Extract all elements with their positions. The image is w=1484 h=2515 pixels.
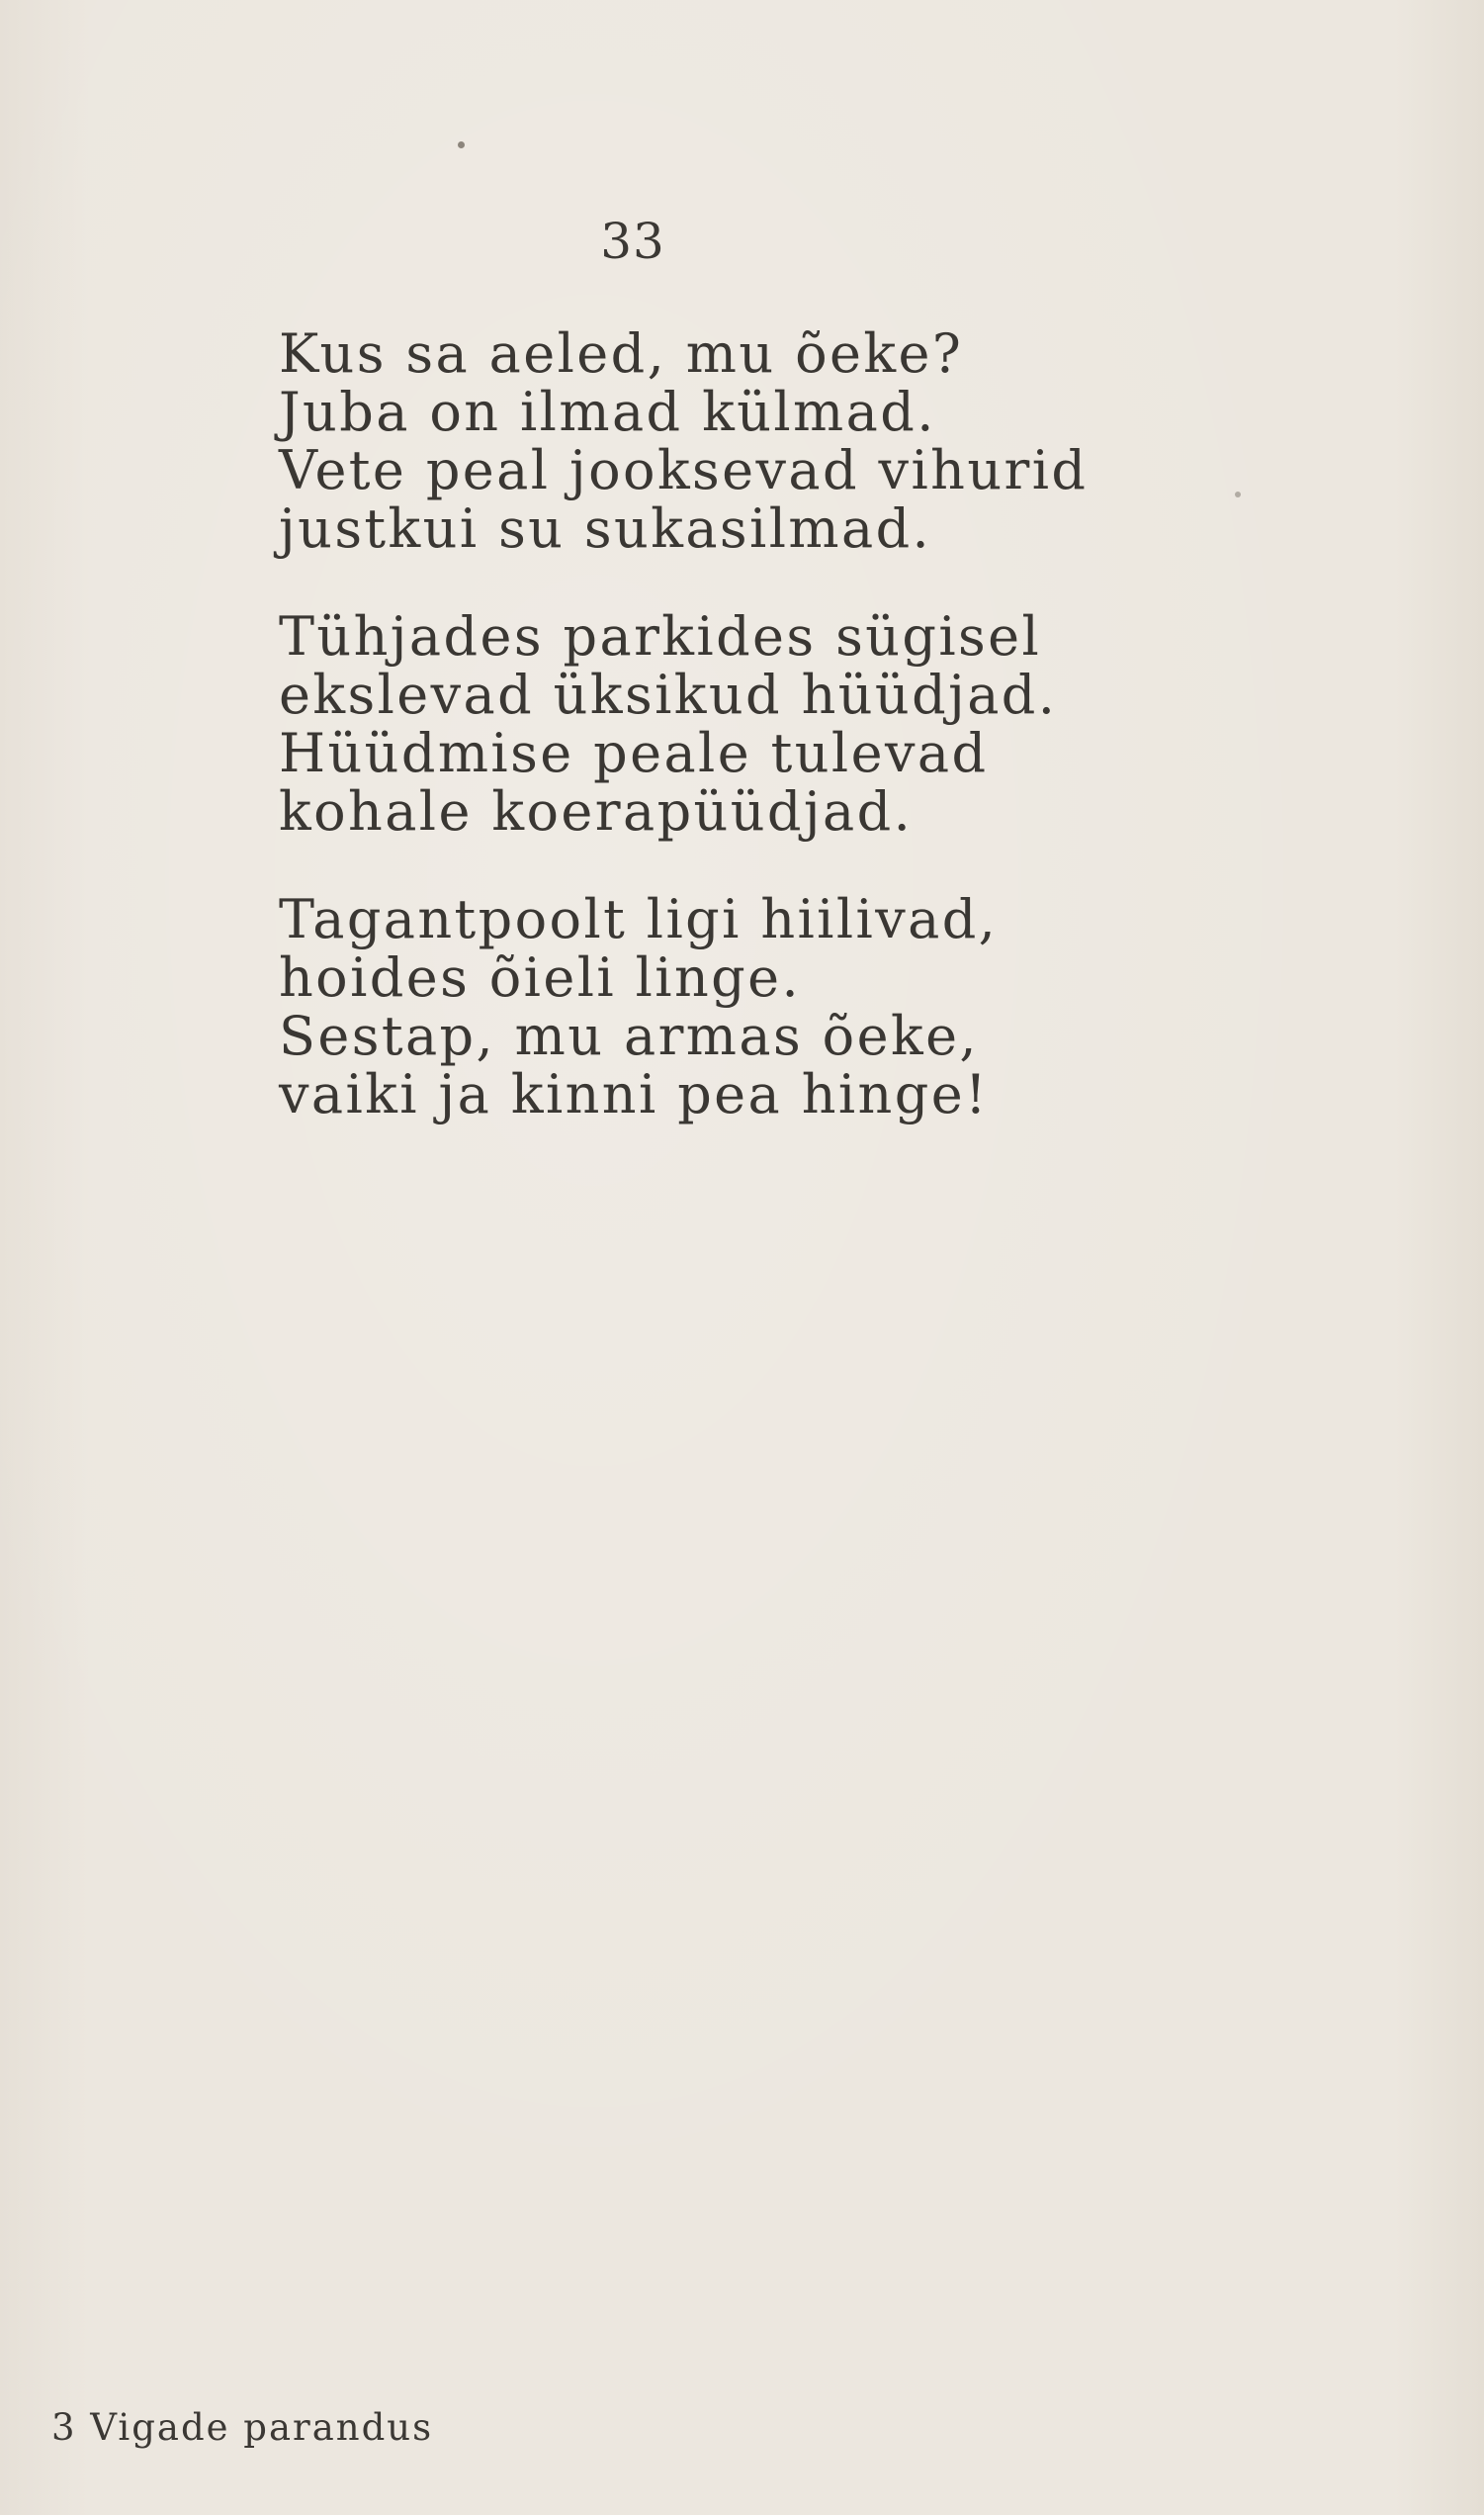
poem-line: kohale koerapüüdjad. xyxy=(279,780,914,843)
poem-line: Sestap, mu armas õeke, xyxy=(279,1005,979,1067)
poem xyxy=(279,324,1267,1173)
poem-line: Juba on ilmad külmad. xyxy=(279,381,936,443)
poem-line: Tagantpoolt ligi hiilivad, xyxy=(279,888,999,950)
poem-line: Vete peal jooksevad vihurid xyxy=(279,439,1089,501)
poem-line: Kus sa aeled, mu õeke? xyxy=(279,322,964,385)
stanza-2 xyxy=(279,607,1267,841)
poem-line: Hüüdmise peale tulevad xyxy=(279,722,989,784)
poem-line: Tühjades parkides sügisel xyxy=(279,605,1042,668)
stanza-1 xyxy=(279,324,1267,558)
poem-line: hoides õieli linge. xyxy=(279,946,802,1009)
stanza-3 xyxy=(279,890,1267,1123)
paper-speck xyxy=(458,141,465,148)
poem-line: vaiki ja kinni pea hinge! xyxy=(279,1063,990,1125)
poem-line: ekslevad üksikud hüüdjad. xyxy=(279,664,1058,726)
poem-line: justkui su sukasilmad. xyxy=(279,497,932,560)
page-number: 33 xyxy=(600,213,665,270)
printer-signature: 3 Vigade parandus xyxy=(51,2406,434,2449)
